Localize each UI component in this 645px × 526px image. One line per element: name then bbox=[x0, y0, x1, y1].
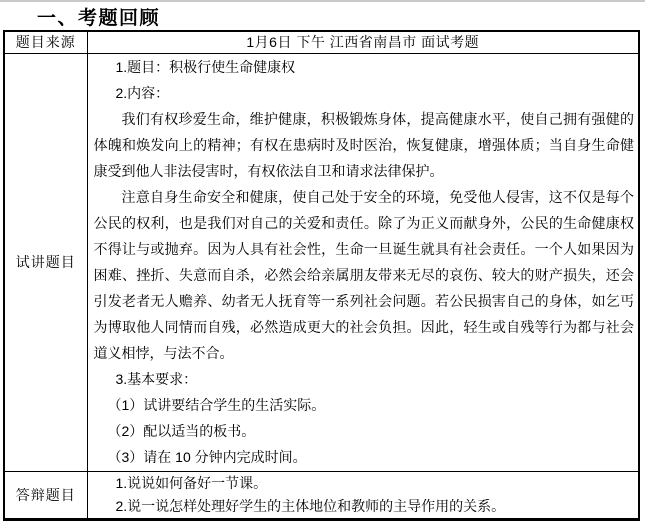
defense-content-cell bbox=[87, 471, 639, 519]
row-label-lecture: 试讲题目 bbox=[4, 53, 87, 471]
row-label-defense: 答辩题目 bbox=[4, 471, 87, 519]
question-recap-table bbox=[3, 30, 640, 521]
lecture-requirement-1: （1）试讲要结合学生的生活实际。 bbox=[107, 396, 326, 413]
lecture-content-line: 2.内容： bbox=[115, 84, 170, 101]
lecture-content-cell bbox=[87, 53, 639, 471]
lecture-paragraph-2: 注意自身生命安全和健康，使自己处于安全的环境，免受他人侵害，这不仅是每个公民的权利，也是我们对自己的关爱和责任。除了为正义而献身外，公民的生命健康权不得让与或抛弃。因为人具有社会性，生命一旦诞生就具有社会责任。一个人如果因为困难、挫折、失意而自杀，必然会给亲属朋友带来无尽的哀伤、较大的财产损失，还会引发老者无人赡养、幼者无人抚育等一系列社会问题。若公民损害自己的身体，如乞丐为博取他人同情而自残，必然造成更大的社会负担。因此，轻生或自残等行为都与社会道义相悖，与法不合。 bbox=[93, 188, 634, 361]
lecture-requirement-3: （3）请在 10 分钟内完成时间。 bbox=[107, 448, 307, 465]
table-row-lecture bbox=[4, 53, 639, 471]
lecture-paragraph-1: 我们有权珍爱生命，维护健康，积极锻炼身体，提高健康水平，使自己拥有强健的体魄和焕发向上的精神；有权在患病时及时医治，恢复健康，增强体质；当自身生命健康受到他人非法侵害时，有权依法自卫和请求法律保护。 bbox=[93, 110, 634, 179]
top-divider bbox=[0, 0, 645, 2]
lecture-requirements-line: 3.基本要求： bbox=[115, 370, 198, 387]
section-title: 一、考题回顾 bbox=[37, 8, 161, 29]
lecture-requirement-2: （2）配以适当的板书。 bbox=[107, 422, 256, 439]
defense-question-1: 1.说说如何备好一节课。 bbox=[115, 474, 268, 491]
table-row-source bbox=[4, 31, 639, 53]
table-row-defense bbox=[4, 471, 639, 519]
lecture-title-line: 1.题目：积极行使生命健康权 bbox=[115, 58, 296, 75]
row-label-source: 题目来源 bbox=[4, 31, 87, 53]
source-value: 1月6日 下午 江西省南昌市 面试考题 bbox=[87, 31, 639, 53]
defense-question-2: 2.说一说怎样处理好学生的主体地位和教师的主导作用的关系。 bbox=[115, 497, 506, 514]
